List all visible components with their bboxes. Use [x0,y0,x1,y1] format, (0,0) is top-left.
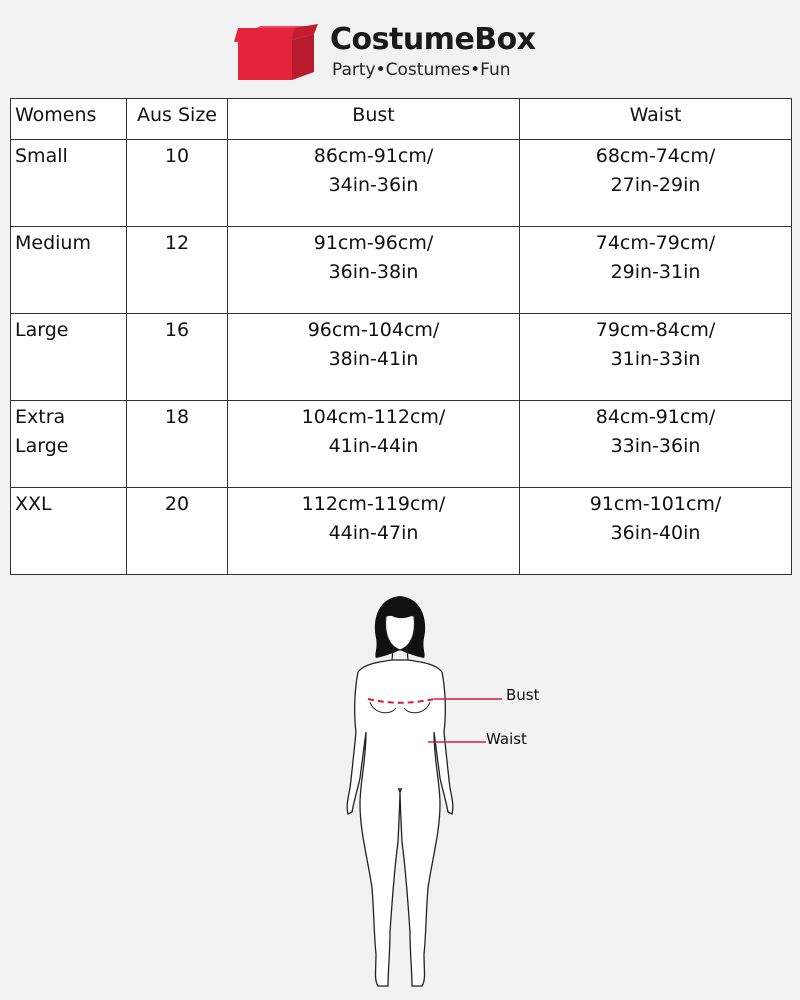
table-row [11,488,792,575]
bust-measure [228,227,520,314]
costumebox-logo [234,20,554,84]
table-row [11,227,792,314]
waist-measure [520,314,792,401]
waist-diagram-label: Waist [486,730,527,748]
waist-in: 29in-31in [610,261,701,283]
size-name: Large [11,314,127,401]
bust-measure [228,140,520,227]
waist-in: 36in-40in [610,522,701,544]
bust-cm: 104cm-112cm/ [301,406,446,428]
bust-cm: 86cm-91cm/ [313,145,434,167]
table-row [11,401,792,488]
waist-measure [520,227,792,314]
bust-in: 44in-47in [328,522,419,544]
aus-size: 18 [127,401,228,488]
header-womens: Womens [11,99,127,140]
aus-size: 20 [127,488,228,575]
bust-cm: 112cm-119cm/ [301,493,446,515]
bust-in: 41in-44in [328,435,419,457]
header-waist: Waist [520,99,792,140]
size-name: Medium [11,227,127,314]
table-row [11,140,792,227]
waist-cm: 74cm-79cm/ [595,232,716,254]
brand-tagline: Party•Costumes•Fun [332,60,511,80]
size-name: XXL [11,488,127,575]
female-body-outline [330,592,570,992]
table-row [11,314,792,401]
header-bust: Bust [228,99,520,140]
bust-measure [228,488,520,575]
bust-diagram-label: Bust [506,686,540,704]
bust-cm: 96cm-104cm/ [307,319,440,341]
size-name: Small [11,140,127,227]
bust-cm: 91cm-96cm/ [313,232,434,254]
waist-measure [520,140,792,227]
waist-in: 27in-29in [610,174,701,196]
aus-size: 10 [127,140,228,227]
size-chart-table [10,98,792,575]
size-name: Extra Large [11,401,127,488]
waist-in: 33in-36in [610,435,701,457]
box-logo-icon [234,20,318,82]
bust-in: 38in-41in [328,348,419,370]
table-header-row [11,99,792,140]
waist-measure [520,488,792,575]
bust-in: 34in-36in [328,174,419,196]
waist-cm: 68cm-74cm/ [595,145,716,167]
bust-measure [228,401,520,488]
aus-size: 12 [127,227,228,314]
brand-name: CostumeBox [330,22,536,57]
header-aus-size: Aus Size [127,99,228,140]
bust-in: 36in-38in [328,261,419,283]
bust-measure [228,314,520,401]
waist-cm: 79cm-84cm/ [595,319,716,341]
body-measurement-diagram [330,592,570,992]
waist-measure [520,401,792,488]
waist-cm: 91cm-101cm/ [589,493,722,515]
aus-size: 16 [127,314,228,401]
waist-in: 31in-33in [610,348,701,370]
waist-cm: 84cm-91cm/ [595,406,716,428]
